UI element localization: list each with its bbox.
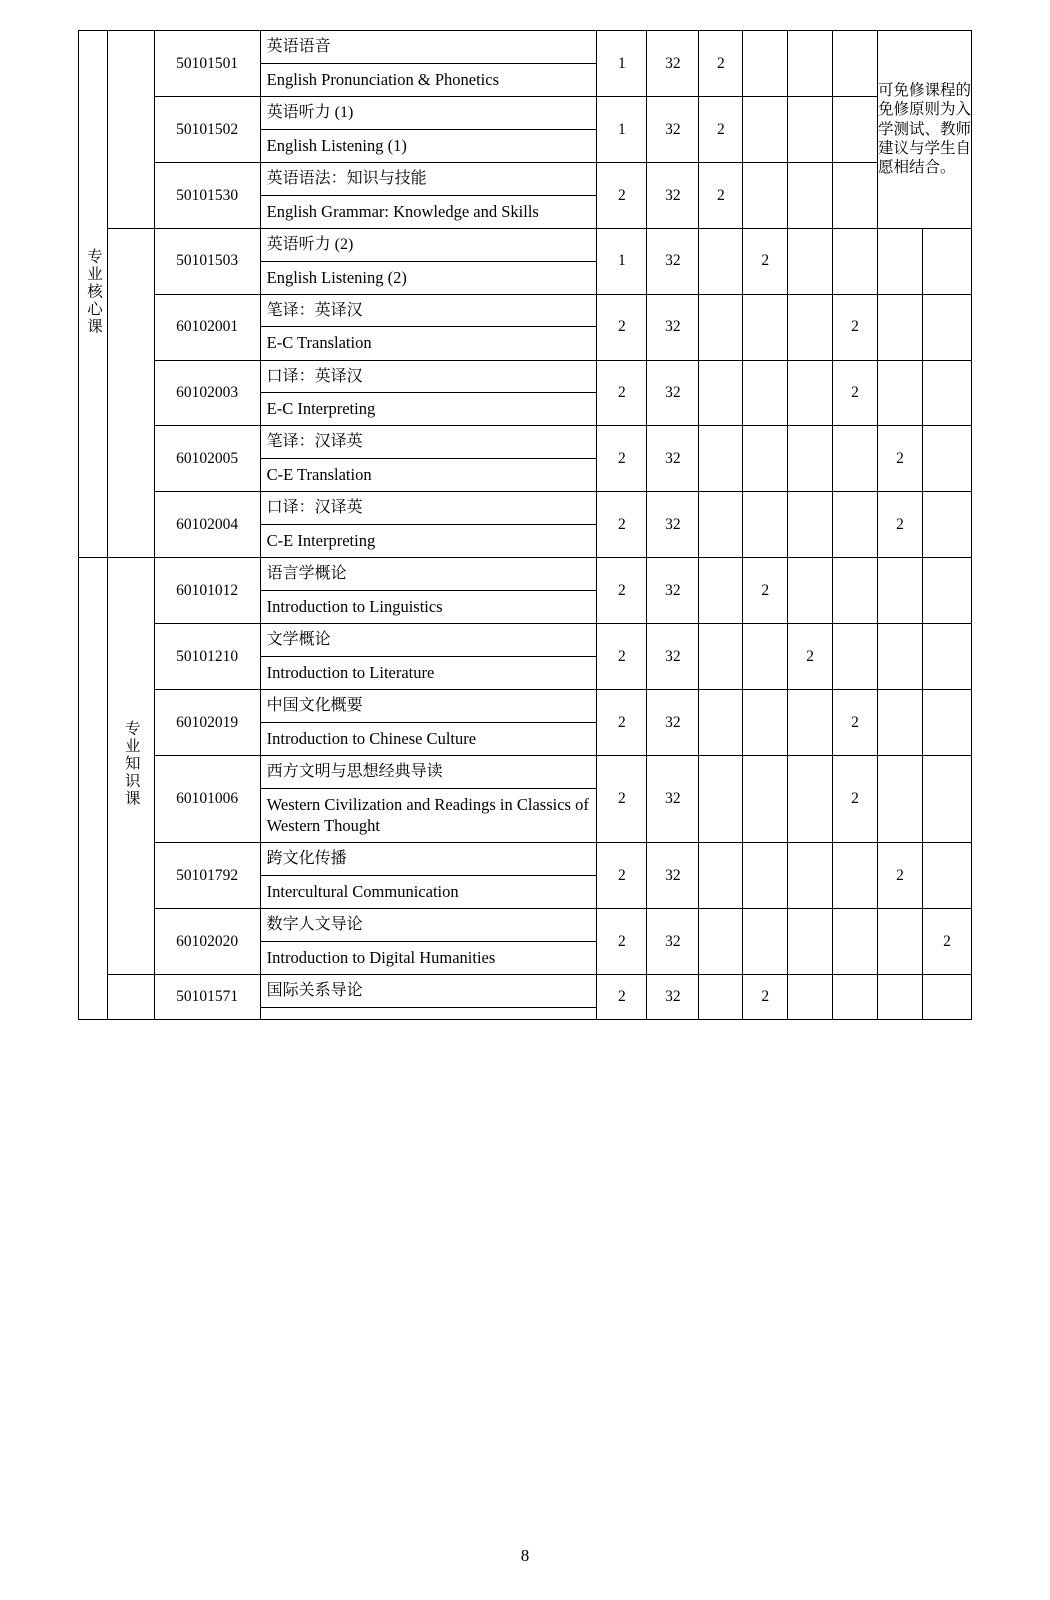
- term-1: [699, 908, 743, 974]
- course-hours: 32: [647, 908, 699, 974]
- course-name-cell: [260, 426, 597, 492]
- term-1: [699, 974, 743, 1019]
- term-1: 2: [699, 96, 743, 162]
- table-row: [79, 426, 972, 492]
- table-row-partial: [79, 974, 972, 1019]
- term-1: [699, 624, 743, 690]
- term-3: 2: [788, 624, 833, 690]
- table-row: [79, 624, 972, 690]
- course-name-cn: 跨文化传播: [261, 843, 597, 876]
- term-3: [788, 558, 833, 624]
- course-credit: 2: [597, 690, 647, 756]
- term-6: [922, 426, 971, 492]
- term-3: [788, 360, 833, 426]
- term-1: [699, 842, 743, 908]
- term-4: [833, 558, 878, 624]
- term-5: [878, 558, 923, 624]
- category-blank-cell-lower: [79, 558, 108, 1019]
- term-2: [743, 31, 788, 97]
- course-name-cn: 英语听力 (1): [261, 97, 597, 130]
- term-4: [833, 908, 878, 974]
- course-name-cn: 笔译：英译汉: [261, 295, 597, 328]
- term-3: [788, 162, 833, 228]
- term-6: [922, 228, 971, 294]
- course-code: 60102003: [154, 360, 260, 426]
- term-4: 2: [833, 360, 878, 426]
- course-name-en: English Listening (2): [266, 267, 407, 287]
- term-3: [788, 690, 833, 756]
- course-credit: 2: [597, 294, 647, 360]
- category-main-cell: [79, 31, 108, 558]
- curriculum-table-container: [78, 30, 972, 1020]
- term-1: [699, 228, 743, 294]
- term-3: [788, 492, 833, 558]
- term-2: [743, 755, 788, 842]
- term-5: [878, 974, 923, 1019]
- category-blank-cell: [107, 31, 154, 229]
- course-name-cell: [260, 908, 597, 974]
- term-3: [788, 908, 833, 974]
- category-blank-cell: [107, 974, 154, 1019]
- course-name-cell: [260, 228, 597, 294]
- course-name-cell: [260, 974, 597, 1019]
- course-name-en: Introduction to Linguistics: [266, 597, 443, 617]
- term-6: [922, 360, 971, 426]
- page-bottom-clip: [0, 1413, 1050, 1473]
- term-2: [743, 426, 788, 492]
- course-name-cn: 数字人文导论: [261, 909, 597, 942]
- term-2: 2: [743, 228, 788, 294]
- course-hours: 32: [647, 690, 699, 756]
- course-name-cn: 英语听力 (2): [261, 229, 597, 262]
- course-credit: 2: [597, 162, 647, 228]
- term-6: [922, 974, 971, 1019]
- term-1: [699, 492, 743, 558]
- course-name-en: Intercultural Communication: [266, 881, 459, 901]
- course-name-en: English Listening (1): [266, 135, 407, 155]
- term-2: [743, 690, 788, 756]
- term-5: [878, 690, 923, 756]
- term-1: [699, 426, 743, 492]
- course-code: 60101006: [154, 755, 260, 842]
- course-name-en: C-E Translation: [266, 465, 372, 485]
- term-4: [833, 31, 878, 97]
- course-name-cn: 英语语音: [261, 31, 597, 64]
- course-name-cn: 笔译：汉译英: [261, 426, 597, 459]
- course-code: 50101792: [154, 842, 260, 908]
- term-5: [878, 908, 923, 974]
- course-name-cell: [260, 360, 597, 426]
- course-name-cn: 英语语法：知识与技能: [261, 163, 597, 196]
- course-code: 60102004: [154, 492, 260, 558]
- course-name-en: [261, 1008, 597, 1019]
- course-hours: 32: [647, 31, 699, 97]
- course-hours: 32: [647, 294, 699, 360]
- term-1: 2: [699, 162, 743, 228]
- term-2: [743, 360, 788, 426]
- term-4: [833, 492, 878, 558]
- course-credit: 2: [597, 842, 647, 908]
- term-2: [743, 492, 788, 558]
- term-3: [788, 755, 833, 842]
- course-credit: 2: [597, 360, 647, 426]
- table-row: [79, 360, 972, 426]
- term-6: [922, 755, 971, 842]
- term-4: [833, 624, 878, 690]
- course-code: 60102005: [154, 426, 260, 492]
- term-4: 2: [833, 755, 878, 842]
- course-code: 60102019: [154, 690, 260, 756]
- table-row: [79, 908, 972, 974]
- table-row: [79, 558, 972, 624]
- course-name-cell: [260, 690, 597, 756]
- course-hours: 32: [647, 96, 699, 162]
- course-credit: 2: [597, 426, 647, 492]
- course-code: 60102020: [154, 908, 260, 974]
- category-blank-cell: [107, 228, 154, 558]
- course-credit: 2: [597, 558, 647, 624]
- course-name-cn: 国际关系导论: [261, 975, 597, 1008]
- term-6: [922, 624, 971, 690]
- term-5: [878, 755, 923, 842]
- term-6: [922, 492, 971, 558]
- course-name-cell: [260, 96, 597, 162]
- term-1: 2: [699, 31, 743, 97]
- category-main-label: 专业核心课: [85, 247, 103, 336]
- course-code: 50101530: [154, 162, 260, 228]
- term-5: 2: [878, 842, 923, 908]
- course-credit: 2: [597, 492, 647, 558]
- course-name-cell: [260, 624, 597, 690]
- term-4: [833, 96, 878, 162]
- course-name-cell: [260, 294, 597, 360]
- course-code: 50101503: [154, 228, 260, 294]
- term-3: [788, 96, 833, 162]
- course-hours: 32: [647, 842, 699, 908]
- term-4: [833, 974, 878, 1019]
- term-3: [788, 842, 833, 908]
- course-hours: 32: [647, 228, 699, 294]
- course-name-en: E-C Interpreting: [266, 399, 376, 419]
- term-4: [833, 162, 878, 228]
- course-code: 50101501: [154, 31, 260, 97]
- page-number: 8: [520, 1546, 530, 1565]
- course-credit: 1: [597, 228, 647, 294]
- course-name-en: C-E Interpreting: [266, 531, 376, 551]
- course-code: 60101012: [154, 558, 260, 624]
- course-name-cn: 语言学概论: [261, 558, 597, 591]
- course-name-cn: 中国文化概要: [261, 690, 597, 723]
- course-hours: 32: [647, 624, 699, 690]
- course-name-cn: 口译：汉译英: [261, 492, 597, 525]
- term-1: [699, 690, 743, 756]
- course-name-cell: [260, 492, 597, 558]
- term-2: [743, 96, 788, 162]
- term-2: 2: [743, 974, 788, 1019]
- term-3: [788, 31, 833, 97]
- term-6: [922, 842, 971, 908]
- course-name-cell: [260, 162, 597, 228]
- category-sub-cell: [107, 558, 154, 975]
- term-4: 2: [833, 294, 878, 360]
- table-row: [79, 755, 972, 842]
- course-code: 50101210: [154, 624, 260, 690]
- term-1: [699, 558, 743, 624]
- course-name-en: E-C Translation: [266, 333, 372, 353]
- course-name-cell: [260, 31, 597, 97]
- course-name-en: English Pronunciation & Phonetics: [266, 69, 499, 89]
- term-2: [743, 842, 788, 908]
- term-5: [878, 360, 923, 426]
- curriculum-table: [78, 30, 972, 1020]
- course-name-cn: 西方文明与思想经典导读: [261, 756, 597, 789]
- term-3: [788, 294, 833, 360]
- term-4: [833, 426, 878, 492]
- category-sub-label: 专业知识课: [122, 719, 140, 808]
- term-5: 2: [878, 492, 923, 558]
- course-hours: 32: [647, 755, 699, 842]
- note-cell: 可免修课程的免修原则为入学测试、教师建议与学生自愿相结合。: [878, 31, 972, 229]
- course-credit: 1: [597, 96, 647, 162]
- course-hours: 32: [647, 558, 699, 624]
- table-row: [79, 294, 972, 360]
- course-name-en: Introduction to Chinese Culture: [266, 728, 477, 748]
- course-hours: 32: [647, 426, 699, 492]
- course-credit: 2: [597, 974, 647, 1019]
- term-3: [788, 974, 833, 1019]
- table-row: [79, 492, 972, 558]
- term-1: [699, 294, 743, 360]
- term-5: 2: [878, 426, 923, 492]
- course-name-cell: [260, 755, 597, 842]
- term-2: 2: [743, 558, 788, 624]
- course-credit: 2: [597, 755, 647, 842]
- term-2: [743, 294, 788, 360]
- term-6: 2: [922, 908, 971, 974]
- term-1: [699, 360, 743, 426]
- course-name-cell: [260, 558, 597, 624]
- course-credit: 1: [597, 31, 647, 97]
- term-2: [743, 162, 788, 228]
- course-name-cn: 文学概论: [261, 624, 597, 657]
- table-row: [79, 842, 972, 908]
- term-6: [922, 558, 971, 624]
- course-name-en: Western Civilization and Readings in Classics of Western Thought: [266, 794, 589, 835]
- course-hours: 32: [647, 162, 699, 228]
- term-4: 2: [833, 690, 878, 756]
- term-4: [833, 228, 878, 294]
- course-name-en: Introduction to Literature: [266, 662, 435, 682]
- course-name-en: Introduction to Digital Humanities: [266, 947, 496, 967]
- course-code: 50101571: [154, 974, 260, 1019]
- term-4: [833, 842, 878, 908]
- term-2: [743, 908, 788, 974]
- course-credit: 2: [597, 908, 647, 974]
- table-row: [79, 228, 972, 294]
- table-row: [79, 162, 972, 228]
- term-3: [788, 228, 833, 294]
- course-hours: 32: [647, 974, 699, 1019]
- course-hours: 32: [647, 492, 699, 558]
- term-5: [878, 624, 923, 690]
- term-1: [699, 755, 743, 842]
- course-name-cn: 口译：英译汉: [261, 361, 597, 394]
- term-3: [788, 426, 833, 492]
- term-5: [878, 228, 923, 294]
- term-5: [878, 294, 923, 360]
- term-6: [922, 294, 971, 360]
- course-code: 50101502: [154, 96, 260, 162]
- table-row: [79, 690, 972, 756]
- course-name-en: English Grammar: Knowledge and Skills: [266, 201, 539, 221]
- course-code: 60102001: [154, 294, 260, 360]
- course-hours: 32: [647, 360, 699, 426]
- term-6: [922, 690, 971, 756]
- table-row: [79, 31, 972, 97]
- table-row: [79, 96, 972, 162]
- course-name-cell: [260, 842, 597, 908]
- course-credit: 2: [597, 624, 647, 690]
- term-2: [743, 624, 788, 690]
